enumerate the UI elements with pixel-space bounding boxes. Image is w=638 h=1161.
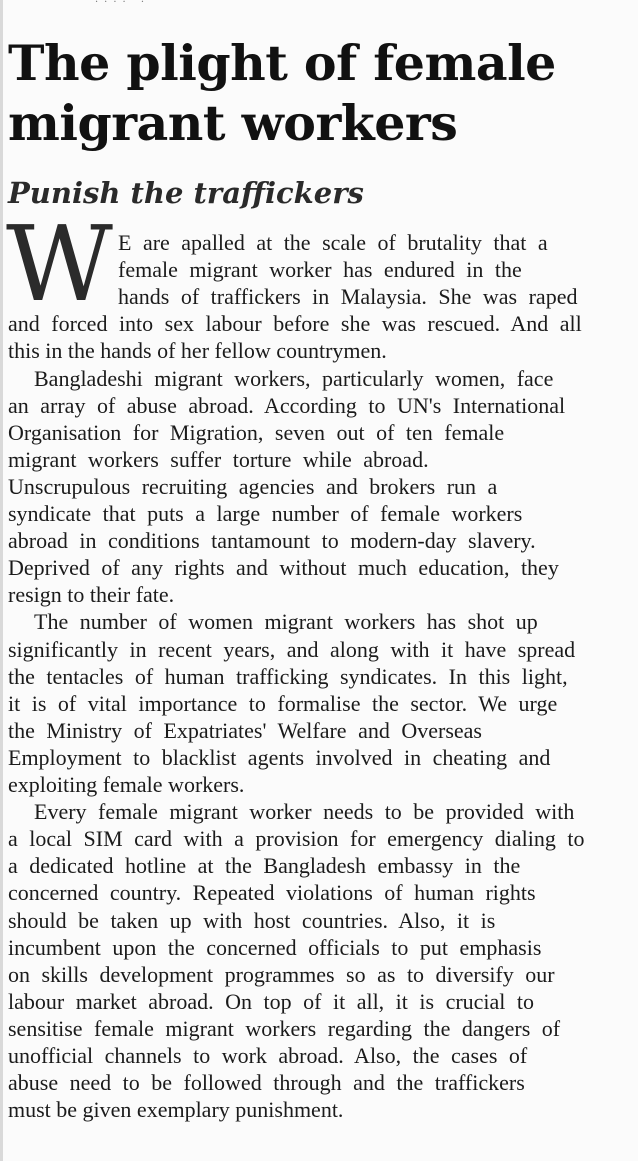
article-line: the Ministry of Expatriates' Welfare and Overseas (8, 717, 482, 743)
article-line: labour market abroad. On top of it all, it is crucial to (8, 988, 535, 1014)
headline-line-2: migrant workers (8, 94, 458, 152)
article-line: migrant workers suffer torture while abroad. (8, 446, 429, 472)
article-line: The number of women migrant workers has shot up (34, 609, 538, 635)
article-line: Every female migrant worker needs to be provided with (34, 799, 575, 825)
article-line: Employment to blacklist agents involved in cheating and (8, 744, 551, 770)
cropped-text-fragment: ···· · (95, 0, 151, 6)
article-line: unofficial channels to work abroad. Also, the cases of (8, 1043, 528, 1068)
article-line: this in the hands of her fellow countrymen. (8, 338, 387, 364)
article-line: Organisation for Migration, seven out of ten female (8, 419, 505, 445)
article-line: Deprived of any rights and without much education, they (8, 555, 559, 581)
article-line: concerned country. Repeated violations of human rights (8, 880, 536, 906)
article-line: on skills development programmes so as to diversify our (8, 961, 555, 987)
article-line: it is of vital importance to formalise the sector. We urge (8, 690, 558, 716)
article-line: the tentacles of human trafficking syndicates. In this light, (8, 663, 568, 689)
article-line: abroad in conditions tantamount to modern-day slavery. (8, 528, 536, 554)
article-line: and forced into sex labour before she was rescued. And all (8, 311, 582, 337)
article-line: Unscrupulous recruiting agencies and brokers run a (8, 473, 498, 499)
article-line: syndicate that puts a large number of female workers (8, 501, 523, 526)
article-line: an array of abuse abroad. According to UN's International (8, 392, 566, 418)
article-line: female migrant worker has endured in the (118, 257, 522, 283)
article-line: Bangladeshi migrant workers, particularly women, face (34, 365, 554, 391)
drop-cap: W (6, 203, 113, 325)
article-line: incumbent upon the concerned officials to put emphasis (8, 934, 542, 960)
article-line: must be given exemplary punishment. (8, 1097, 344, 1123)
article-line: a dedicated hotline at the Bangladesh embassy in the (8, 853, 521, 879)
article-line: resign to their fate. (8, 582, 175, 608)
article-line: abuse need to be followed through and the traffickers (8, 1070, 525, 1096)
article-line: exploiting female workers. (8, 772, 245, 797)
headline-line-1: The plight of female (8, 34, 556, 92)
article-line: should be taken up with host countries. Also, it is (8, 907, 496, 933)
article-line: significantly in recent years, and along with it have spread (8, 636, 576, 662)
article-line: a local SIM card with a provision for emergency dialing to (8, 826, 585, 852)
article-line: hands of traffickers in Malaysia. She was raped (118, 284, 578, 310)
article-line: sensitise female migrant workers regarding the dangers of (8, 1015, 561, 1041)
subheadline: Punish the traffickers (8, 176, 364, 210)
article-line: E are apalled at the scale of brutality that a (118, 230, 548, 255)
